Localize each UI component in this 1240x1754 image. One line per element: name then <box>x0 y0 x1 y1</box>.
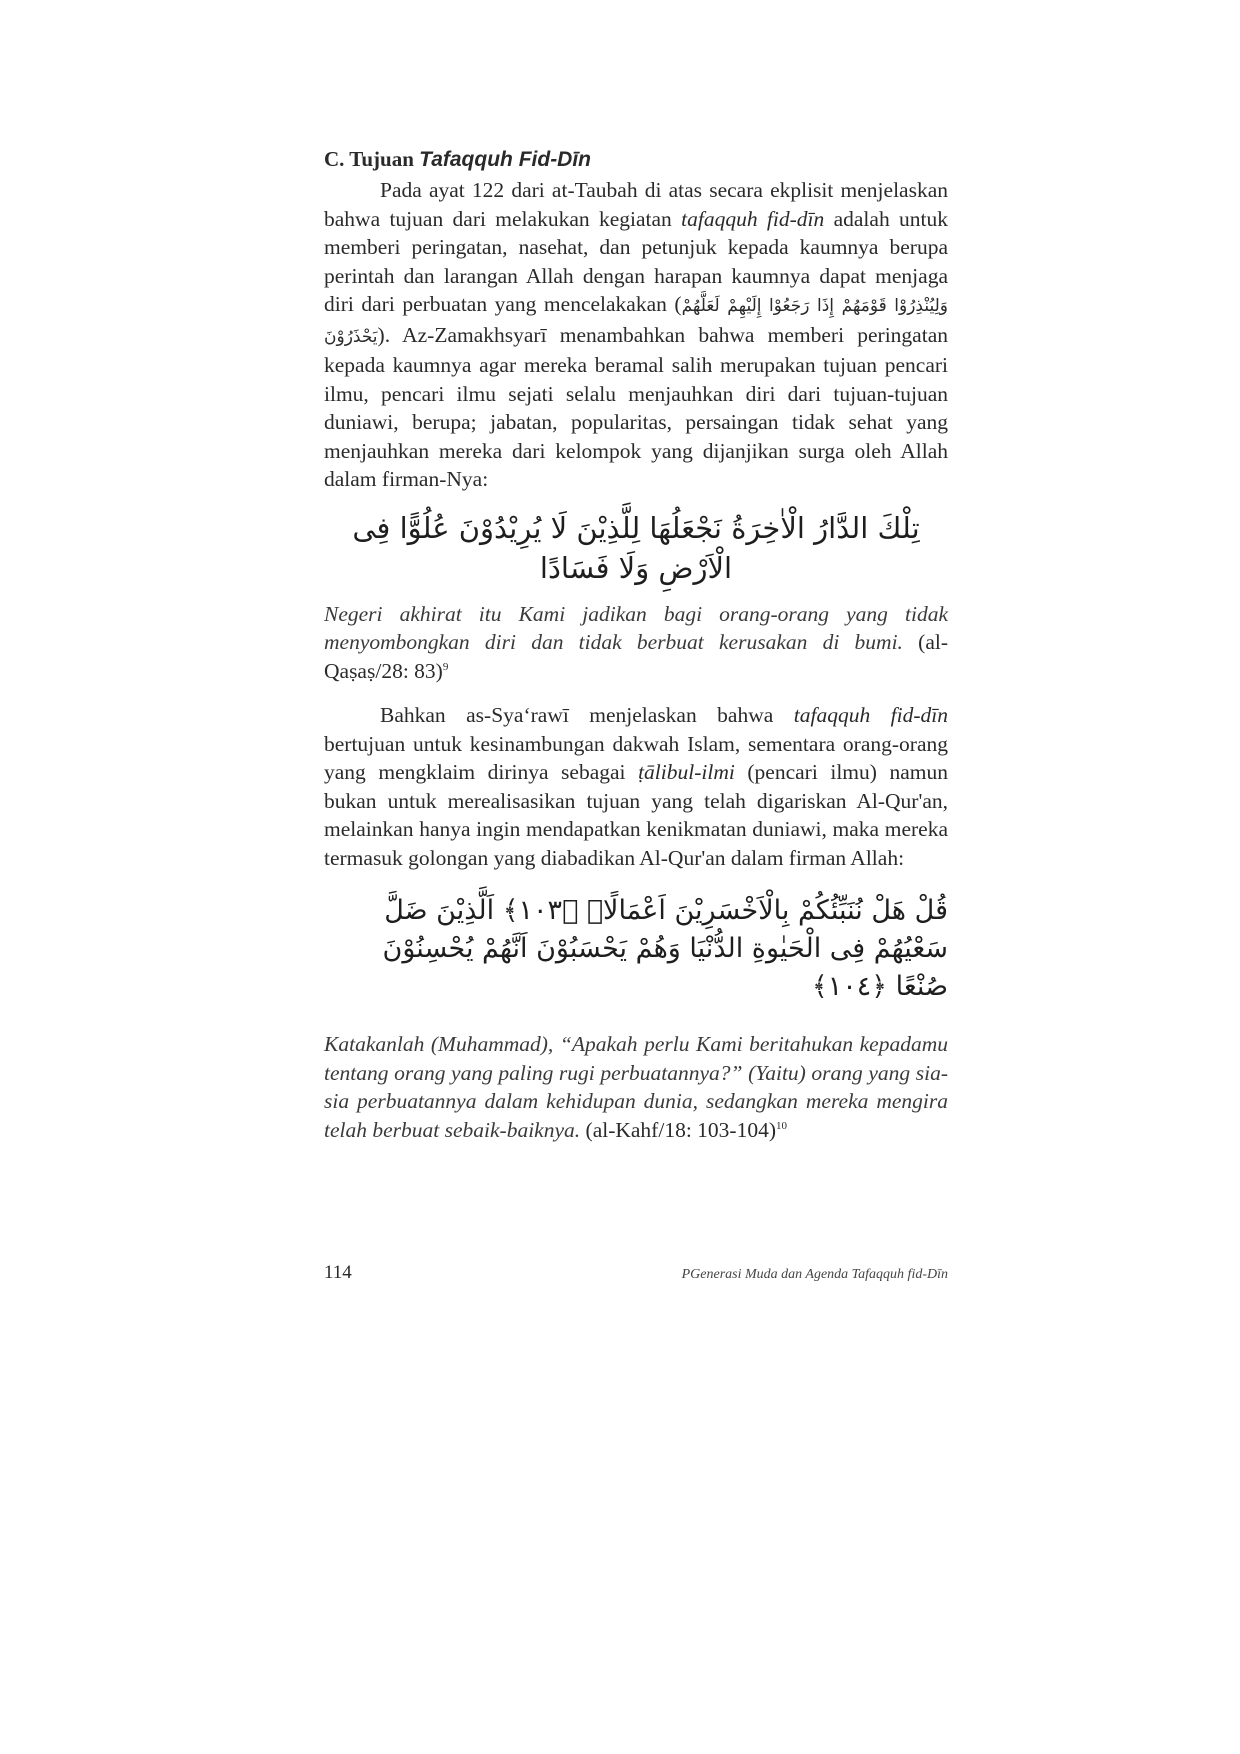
verse-2-reference: (al-Kahf/18: 103-104) <box>580 1117 776 1142</box>
verse-1-translation-text: Negeri akhirat itu Kami jadikan bagi orang-orang yang tidak menyombongkan diri dan tidak berbuat kerusakan di bumi. <box>324 601 948 654</box>
verse-1-arabic: تِلْكَ الدَّارُ الْاٰخِرَةُ نَجْعَلُهَا لِلَّذِيْنَ لَا يُرِيْدُوْنَ عُلُوًّا فِى الْاَرْضِ وَلَا فَسَادًا <box>352 510 920 585</box>
paragraph-1 <box>324 176 948 494</box>
section-heading <box>324 146 948 173</box>
verse-1-reference: (al-Qaṣaṣ/28: 83) <box>324 630 949 683</box>
heading-prefix: C. Tujuan <box>324 147 420 171</box>
p2-italic-1: tafaqquh fid-dīn <box>793 703 948 727</box>
p1-text-2: adalah untuk memberi peringatan, nasehat, dan petunjuk kepada kaumnya berupa perintah dan larangan Allah dengan harapan kaumnya dapat menjaga diri dari perbuatan yang mencelakakan ( <box>324 206 949 316</box>
footnote-10: 10 <box>776 1119 787 1132</box>
paragraph-2 <box>324 701 948 872</box>
p1-text-1: Pada ayat 122 dari at-Taubah di atas secara ekplisit menjelaskan bahwa tujuan dari melakukan kegiatan <box>324 178 948 231</box>
p2-text-3: (pencari ilmu) namun bukan untuk merealisasikan tujuan yang telah digariskan Al-Qur'an, melainkan hanya ingin mendapatkan kenikmatan duniawi, maka mereka termasuk golongan yang diabadikan Al-Qur'an dalam firman Allah: <box>324 760 948 870</box>
page-body <box>324 146 948 1144</box>
p2-italic-2: ṭālibul-ilmi <box>638 760 735 784</box>
p2-text-1: Bahkan as-Sya‘rawī menjelaskan bahwa <box>380 703 794 727</box>
heading-italic: Tafaqquh Fid-Dīn <box>419 148 592 171</box>
verse-2-translation <box>324 1030 948 1144</box>
p2-text-2: bertujuan untuk kesinambungan dakwah Islam, sementara orang-orang yang mengklaim dirinya sebagai <box>324 731 948 784</box>
verse-2-translation-text: Katakanlah (Muhammad), “Apakah perlu Kami beritahukan kepadamu tentang orang yang paling rugi perbuatannya?” (Yaitu) orang yang sia-sia perbuatannya dalam kehidupan dunia, sedangkan mereka mengira telah berbuat sebaik-baiknya. <box>324 1032 948 1142</box>
p1-italic-1: tafaqquh fid-dīn <box>681 206 825 231</box>
page-number: 114 <box>324 1262 352 1283</box>
footnote-9: 9 <box>442 660 449 673</box>
p1-inline-arabic: وَلِيُنْذِرُوْا قَوْمَهُمْ إِذَا رَجَعُوْا إِلَيْهِمْ لَعَلَّهُمْ يَحْذَرُوْنَ <box>324 296 949 347</box>
verse-2-arabic: قُلْ هَلْ نُنَبِّئُكُمْ بِالْاَخْسَرِيْنَ اَعْمَالًاۗ ﴿١٠٣﴾ اَلَّذِيْنَ ضَلَّ سَعْيُهُمْ فِى الْحَيٰوةِ الدُّنْيَا وَهُمْ يَحْسَبُوْنَ اَنَّهُمْ يُحْسِنُوْنَ صُنْعًا ﴿١٠٤﴾ <box>382 895 948 1002</box>
p1-text-3: ). Az-Zamakhsyarī menambahkan bahwa memberi peringatan kepada kaumnya agar mereka beramal salih merupakan tujuan pencari ilmu, pencari ilmu sejati selalu menjauhkan diri dari tujuan-tujuan duniawi, berupa; jabatan, popularitas, persaingan tidak sehat yang menjauhkan mereka dari kelompok yang dijanjikan surga oleh Allah dalam firman-Nya: <box>324 322 948 491</box>
running-title: PGenerasi Muda dan Agenda Tafaqquh fid-Dīn <box>681 1267 948 1282</box>
verse-1-translation <box>324 600 948 686</box>
page-footer <box>324 1262 948 1292</box>
